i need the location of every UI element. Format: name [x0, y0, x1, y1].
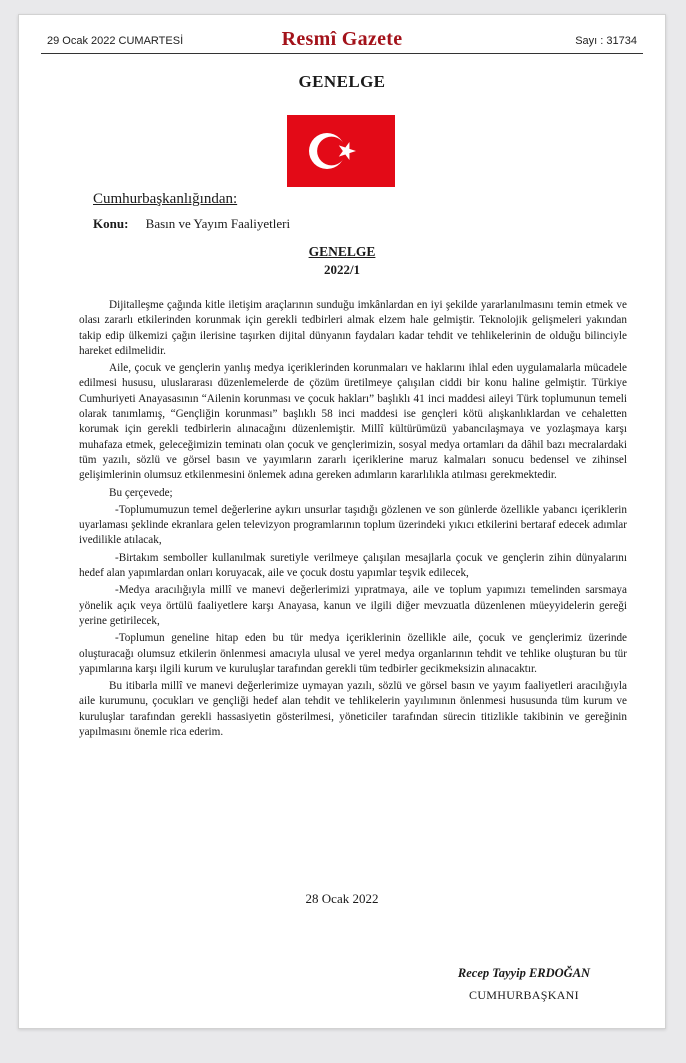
document-date: 28 Ocak 2022 [305, 891, 379, 906]
subject-line [93, 216, 290, 232]
document-type: GENELGE [298, 72, 386, 91]
gazette-title: Resmî Gazete [281, 28, 403, 50]
header-date: 29 Ocak 2022 CUMARTESİ [47, 35, 184, 47]
body-paragraph: Bu çerçevede; [109, 486, 173, 499]
subject-label: Konu: [93, 216, 129, 231]
body-paragraph: Aile, çocuk ve gençlerin yanlış medya içeriklerinden korunmaları ve haklarını ihlal eden uygulamalarla mücadele edilmesi hususu, uluslararası düzenlemelerde de çözüm üretilmeye çalışılan ciddi bir konu haline gelmiştir. Türkiye Cumhuriyeti Anayasasının “Ailenin korunması ve çocuk hakları” başlıklı 41 inci maddesi aileyi Türk toplumunun temeli olarak tanımlamış, “Gençliğin korunması” başlıklı 58 inci maddesi ise gençleri kötü alışkanlıklardan ve cehaletten korumak için gerekli tedbirlerin alınacağını düzenlemiştir. Millî kültürümüzü yabancılaşmaya ve yozlaşmaya karşı muhafaza etmek, geleceğimizin teminatı olan çocuk ve gençlerimizin, sosyal medya ortamları da dâhil bazı mecralardaki tüm yazılı, sözlü ve görsel basın ve yayımların zararlı içeriklerine maruz kalmaları sonucu bedensel ve zihinsel gelişimlerinin olumsuz etkilenmesini önlemek adına gereken adımların kararlılıkla atılması gerekmektedir. [79, 362, 627, 482]
subject-value: Basın ve Yayım Faaliyetleri [145, 216, 291, 231]
circular-body [79, 298, 627, 742]
body-paragraph: Dijitalleşme çağında kitle iletişim araçlarının sunduğu imkânlardan en iyi şekilde yararlanılmasını temin etmek ve olası zararlı etkilerinden korunmak için gerekli tedbirleri almak elzem hale gelmiştir. Teknolojik gelişmeleri yakından takip edip ülkemizi çağın ilerisine taşırken dijital dünyanın faydaları kadar tehdit ve tehlikelerinin de olduğu bilinciyle hareket edilmelidir. [79, 299, 627, 357]
body-list-item: -Toplumun geneline hitap eden bu tür medya içeriklerinin özellikle aile, çocuk ve gençlerimiz üzerinde oluşturacağı olumsuz etkilerin önlenmesi amacıyla ulusal ve yerel medya organlarının tehdit ve tehlike oluşturan bu tür yapımlarına karşı ilgili kurum ve kuruluşlar tarafından gerekli tüm tedbirler gecikmeksizin alınacaktır. [79, 632, 627, 675]
signatory-title: CUMHURBAŞKANI [469, 988, 579, 1002]
gazette-page [18, 14, 666, 1029]
circular-number: 2022/1 [323, 262, 361, 277]
signatory-name: Recep Tayyip ERDOĞAN [457, 966, 591, 980]
issuer-heading: Cumhurbaşkanlığından: [93, 191, 238, 207]
turkish-flag-icon [287, 115, 395, 187]
body-list-item: -Toplumumuzun temel değerlerine aykırı unsurlar taşıdığı gözlenen ve son günlerde özellikle yabancı içeriklerin uyarlaması şeklinde ekranlara gelen televizyon programlarının toplum üzerindeki yıkıcı etkilerini bertaraf edecek adımlar ivedilikle atılacak, [79, 503, 627, 547]
body-paragraph: Bu itibarla millî ve manevi değerlerimize uymayan yazılı, sözlü ve görsel basın ve yayım faaliyetleri aracılığıyla aile kurumunu, çocukları ve gençliği hedef alan tehdit ve tehlikelerin yayılımının önlenmesi hususunda tüm kurum ve kuruluşlar tarafından gerekli hassasiyetin gösterilmesi, yöneticiler tarafından sürecin titizlikle takibinin ve gereğinin yapılmasını önemle rica ederim. [79, 680, 627, 739]
body-list-item: -Birtakım semboller kullanılmak suretiyle verilmeye çalışılan mesajlarla çocuk ve gençlerin zihin dünyalarını hedef alan yapımlardan onları koruyacak, aile ve çocuk dostu yapımlar teşvik edilecek, [79, 551, 627, 580]
issue-number: Sayı : 31734 [575, 35, 637, 47]
body-list-item: -Medya aracılığıyla millî ve manevi değerlerimizi yıpratmaya, aile ve toplum yapımızı temelinden sarsmaya yönelik açık veya örtülü faaliyetlere karşı Anayasa, kanun ve ilgili diğer mevzuatla düzenlenen müeyyidelerin gereği yerine getirilecek, [79, 584, 627, 627]
circular-title: GENELGE [308, 244, 376, 259]
gazette-header [41, 25, 643, 54]
